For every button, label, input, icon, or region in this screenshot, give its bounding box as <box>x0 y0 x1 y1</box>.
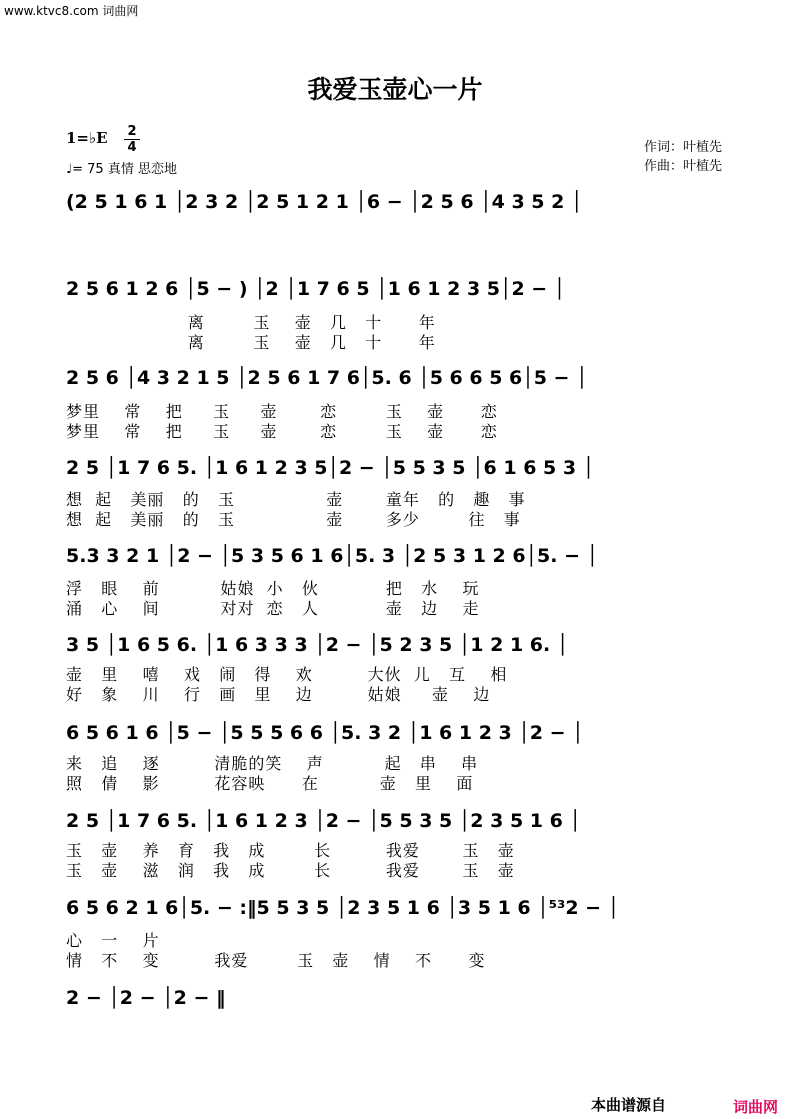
lyric-line: 离 玉 壶 几 十 年 <box>66 333 436 352</box>
source-note: 本曲谱源自 <box>590 1096 666 1114</box>
notation-line: 6 5 6 2 1 6│5. − :‖5 5 3 5 │2 3 5 1 6 │3 5 1 6 │⁵³2 − │ <box>66 897 620 919</box>
notation-line: 3 5 │1 6 5 6. │1 6 3 3 3 │2 − │5 2 3 5 │1 2 1 6. │ <box>66 634 569 656</box>
tempo-marking: ♩= 75 真情 思恋地 <box>66 162 177 177</box>
score-system-9 <box>66 892 730 932</box>
lyric-line: 玉 壶 滋 润 我 成 长 我爱 玉 壶 <box>66 861 515 880</box>
notation-line: 2 5 6 1 2 6 │5 − ) │2 │1 7 6 5 │1 6 1 2 3 5│2 − │ <box>66 278 566 300</box>
key-signature: 1=♭E <box>66 129 108 147</box>
composer: 作曲：叶植先 <box>643 159 722 174</box>
score-system-2 <box>66 273 730 313</box>
lyric-line: 想 起 美丽 的 玉 壶 多少 往 事 <box>66 510 521 529</box>
notation-line: 2 5 6 │4 3 2 1 5 │2 5 6 1 7 6│5. 6 │5 6 6 5 6│5 − │ <box>66 367 588 389</box>
meter-bottom: 4 <box>124 139 140 155</box>
lyric-line: 来 追 逐 清脆的笑 声 起 串 串 <box>66 754 479 773</box>
lyric-line: 涌 心 间 对对 恋 人 壶 边 走 <box>66 599 480 618</box>
lyric-line: 离 玉 壶 几 十 年 <box>66 313 436 332</box>
notation-line: 2 − │2 − │2 − ‖ <box>66 987 226 1009</box>
score-system-3 <box>66 362 730 402</box>
notation-line: 2 5 │1 7 6 5. │1 6 1 2 3 │2 − │5 5 3 5 │2 3 5 1 6 │ <box>66 810 581 832</box>
lyric-line: 壶 里 嘻 戏 闹 得 欢 大伙 儿 互 相 <box>66 665 508 684</box>
lyric-line: 梦里 常 把 玉 壶 恋 玉 壶 恋 <box>66 402 498 421</box>
lyricist: 作词：叶植先 <box>643 140 722 155</box>
notation-line: 2 5 │1 7 6 5. │1 6 1 2 3 5│2 − │5 5 3 5 │6 1 6 5 3 │ <box>66 457 595 479</box>
credits <box>644 138 722 176</box>
score-system-1 <box>66 186 730 226</box>
lyric-line: 浮 眼 前 姑娘 小 伙 把 水 玩 <box>66 579 480 598</box>
score-system-10 <box>66 982 730 1022</box>
lyric-line: 情 不 变 我爱 玉 壶 情 不 变 <box>66 951 486 970</box>
notation-line: 6 5 6 1 6 │5 − │5 5 5 6 6 │5. 3 2 │1 6 1 2 3 │2 − │ <box>66 722 584 744</box>
time-signature <box>124 124 140 155</box>
lyric-line: 照 倩 影 花容映 在 壶 里 面 <box>66 774 474 793</box>
notation-line: 5.3 3 2 1 │2 − │5 3 5 6 1 6│5. 3 │2 5 3 1 2 6│5. − │ <box>66 545 599 567</box>
notation-line: (2 5 1 6 1 │2 3 2 │2 5 1 2 1 │6 − │2 5 6 │4 3 5 2 │ <box>66 191 583 213</box>
meter-top: 2 <box>127 124 137 139</box>
lyric-line: 心 一 片 <box>66 931 160 950</box>
lyric-line: 想 起 美丽 的 玉 壶 童年 的 趣 事 <box>66 490 526 509</box>
page-title: 我爱玉壶心一片 <box>307 75 483 104</box>
lyric-line: 玉 壶 养 育 我 成 长 我爱 玉 壶 <box>66 841 515 860</box>
site-logo[interactable]: 词曲网 <box>732 1098 778 1116</box>
lyric-line: 好 象 川 行 画 里 边 姑娘 壶 边 <box>66 685 491 704</box>
watermark: www.ktvc8.com 词曲网 <box>4 4 139 18</box>
score-system-4 <box>66 452 730 492</box>
lyric-line: 梦里 常 把 玉 壶 恋 玉 壶 恋 <box>66 422 498 441</box>
score-system-5 <box>66 540 730 580</box>
